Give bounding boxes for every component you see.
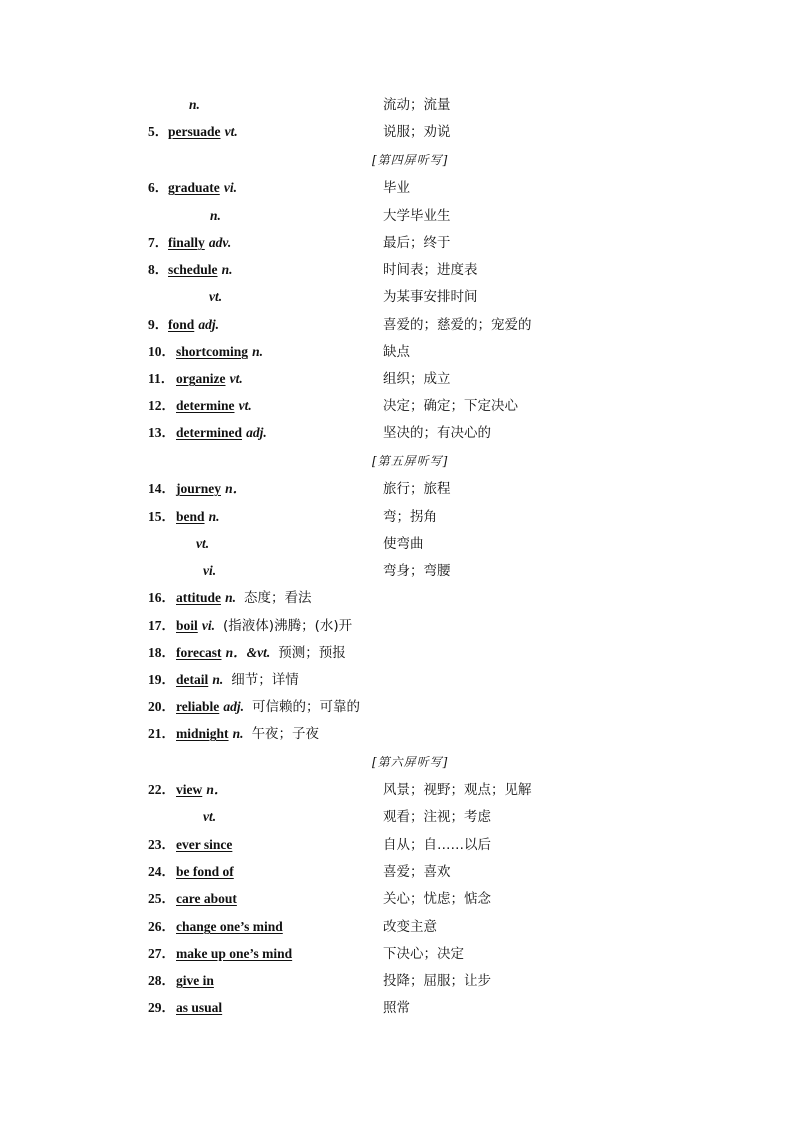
vocab-word: boil [176,618,198,633]
chinese-meaning: 态度；看法 [244,590,312,606]
part-of-speech: adv. [208,235,232,250]
entry-number: 6． [148,180,169,195]
entry-number: 14． [148,481,175,496]
entry-number: 10． [148,344,175,359]
chinese-meaning: 午夜；子夜 [251,726,320,742]
chinese-meaning: (指液体)沸腾；(水)开 [223,618,353,634]
part-of-speech: n. [189,97,200,112]
chinese-meaning: 流动；流量 [383,97,451,113]
chinese-meaning: 喜爱；喜欢 [383,864,451,880]
entry-number: 27． [148,946,175,961]
entry-number: 25． [148,891,175,906]
vocab-word: finally [168,235,205,250]
vocab-word: organize [176,371,226,386]
vocab-word: view [176,782,203,797]
chinese-meaning: 旅行；旅程 [383,481,451,497]
entry-number: 18． [148,645,175,660]
vocab-word: fond [168,317,195,332]
entry-number: 19． [148,672,175,687]
part-of-speech: n. [225,590,237,605]
part-of-speech: vt. [238,398,252,413]
part-of-speech: n. [232,726,244,741]
chinese-meaning: 自从；自……以后 [383,837,491,853]
part-of-speech: n. [252,344,264,359]
part-of-speech: n． [225,481,247,496]
vocab-word: graduate [168,180,220,195]
section-header: [第六屏听写] [372,755,449,769]
chinese-meaning: 喜爱的；慈爱的；宠爱的 [383,317,532,333]
vocab-word: determine [176,398,235,413]
part-of-speech: vt. [224,124,238,139]
vocab-word: detail [176,672,209,687]
vocab-word: schedule [168,262,218,277]
chinese-meaning: 坚决的；有决心的 [383,425,491,441]
vocab-word: midnight [176,726,229,741]
part-of-speech: n. [208,509,220,524]
entry-number: 5． [148,124,169,139]
chinese-meaning: 大学毕业生 [383,208,451,224]
vocab-phrase: as usual [176,1000,223,1015]
chinese-meaning: 预测；预报 [278,645,346,661]
chinese-meaning: 细节；详情 [231,672,299,688]
section-header: [第五屏听写] [372,454,449,468]
chinese-meaning: 投降；屈服；让步 [383,973,491,989]
vocab-word: shortcoming [176,344,248,359]
entry-number: 20． [148,699,175,714]
chinese-meaning: 说服；劝说 [383,124,451,140]
entry-number: 13． [148,425,175,440]
vocab-phrase: be fond of [176,864,234,879]
chinese-meaning: 组织；成立 [383,371,451,387]
vocab-word: determined [176,425,242,440]
part-of-speech: vt. [229,371,243,386]
vocab-phrase: give in [176,973,214,988]
part-of-speech: n． [206,782,228,797]
chinese-meaning: 关心；忧虑；惦念 [383,891,491,907]
part-of-speech: n．&vt. [225,645,271,660]
chinese-meaning: 观看；注视；考虑 [383,809,491,825]
chinese-meaning: 风景；视野；观点；见解 [383,782,532,798]
entry-number: 22． [148,782,175,797]
section-header: [第四屏听写] [372,153,449,167]
chinese-meaning: 缺点 [383,344,410,360]
chinese-meaning: 为某事安排时间 [383,289,478,305]
part-of-speech: vi. [223,180,238,195]
part-of-speech: vt. [203,809,217,824]
entry-number: 21． [148,726,175,741]
chinese-meaning: 弯身；弯腰 [383,563,451,579]
entry-number: 28． [148,973,175,988]
entry-number: 12． [148,398,175,413]
entry-number: 9． [148,317,169,332]
vocab-phrase: change one’s mind [176,919,283,934]
entry-number: 8． [148,262,169,277]
part-of-speech: n. [210,208,221,223]
part-of-speech: adj. [198,317,220,332]
part-of-speech: vt. [196,536,210,551]
chinese-meaning: 最后；终于 [383,235,451,251]
vocab-phrase: care about [176,891,237,906]
chinese-meaning: 毕业 [383,180,410,196]
vocab-word: forecast [176,645,222,660]
vocab-word: reliable [176,699,220,714]
chinese-meaning: 时间表；进度表 [383,262,478,278]
vocab-word: bend [176,509,205,524]
part-of-speech: vi. [201,618,216,633]
vocab-word: persuade [168,124,221,139]
chinese-meaning: 可信赖的；可靠的 [252,699,361,715]
entry-number: 26． [148,919,175,934]
chinese-meaning: 使弯曲 [383,536,424,552]
part-of-speech: adj. [246,425,267,440]
vocab-phrase: ever since [176,837,233,852]
chinese-meaning: 改变主意 [383,919,437,935]
entry-number: 29． [148,1000,175,1015]
vocab-phrase: make up one’s mind [176,946,293,961]
chinese-meaning: 弯；拐角 [383,509,437,525]
entry-number: 16． [148,590,175,605]
chinese-meaning: 照常 [383,1000,410,1016]
vocab-word: journey [176,481,221,496]
part-of-speech: vi. [203,563,217,578]
part-of-speech: vt. [209,289,223,304]
part-of-speech: adj. [223,699,245,714]
entry-number: 23． [148,837,175,852]
chinese-meaning: 下决心；决定 [383,946,464,962]
entry-number: 7． [148,235,169,250]
part-of-speech: n. [212,672,224,687]
part-of-speech: n. [221,262,233,277]
entry-number: 24． [148,864,175,879]
entry-number: 15． [148,509,175,524]
vocab-word: attitude [176,590,221,605]
entry-number: 17． [148,618,175,633]
chinese-meaning: 决定；确定；下定决心 [383,398,518,414]
entry-number: 11． [148,371,175,386]
